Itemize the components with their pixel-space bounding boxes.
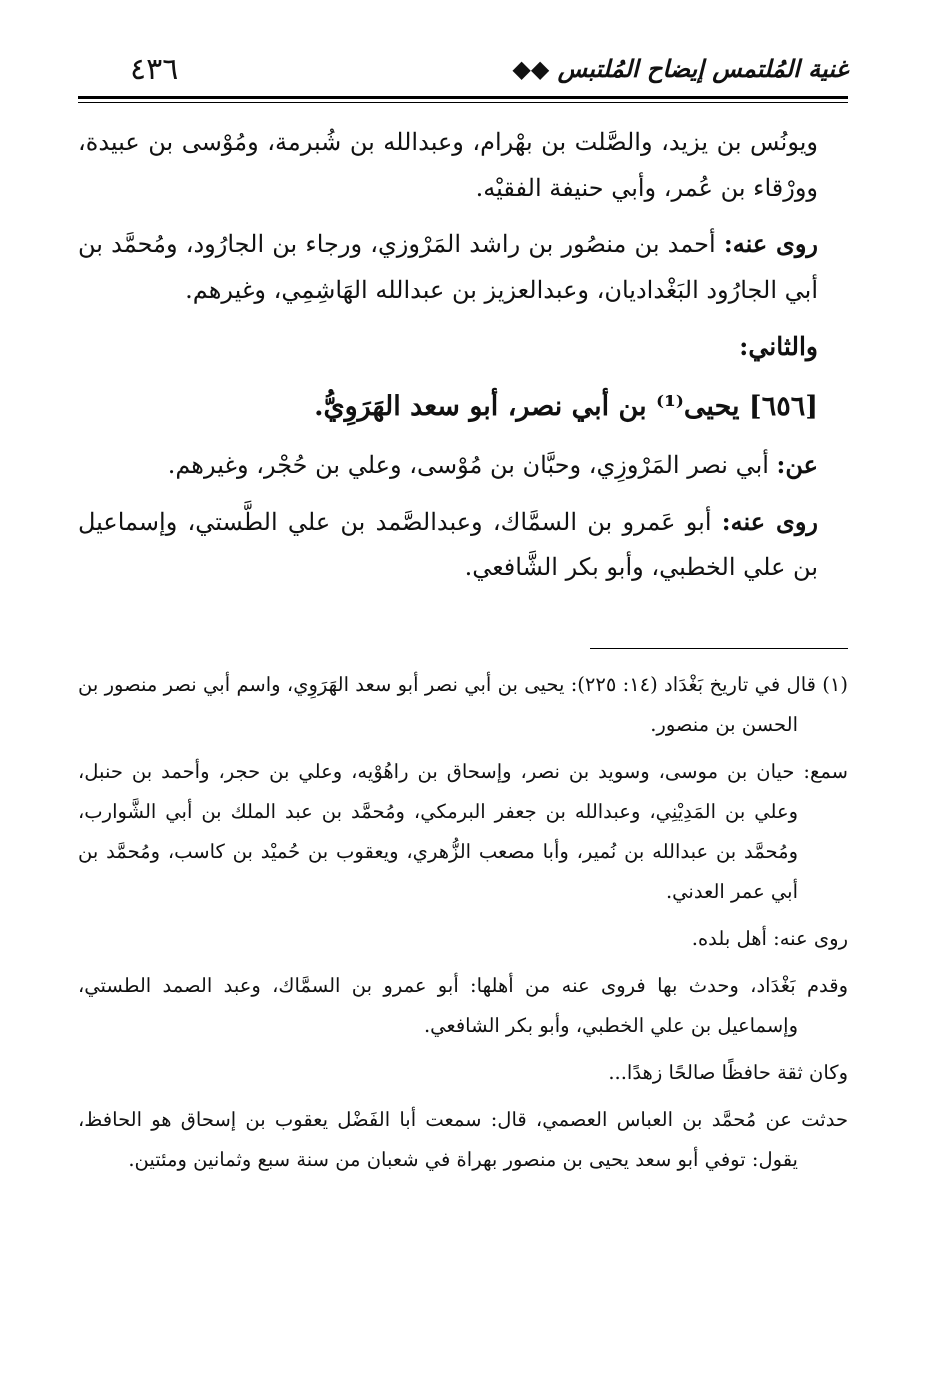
entry-title: [٦٥٦] يحيى⁽¹⁾ بن أبي نصر، أبو سعد الهَرَوِيُّ. xyxy=(314,390,818,422)
narrated-from-label: روى عنه: xyxy=(723,229,819,259)
footnote-heard-from: سمع: حيان بن موسى، وسويد بن نصر، وإسحاق بن راهُوْيه، وعلي بن حجر، وأحمد بن حنبل، وعلي بن المَدِيْنِي، وعبدالله بن جعفر البرمكي، ومُحمَّد بن عبد الملك بن أبي الشَّوارب، ومُحمَّد بن عبدالله بن نُمير، وأبا مصعب الزُّهري، ويعقوب بن حُميْد بن كاسب، ومُحمَّد بن أبي عمر العدني. xyxy=(78,759,848,903)
section-heading: والثاني: xyxy=(739,332,818,362)
page-header xyxy=(78,52,848,88)
footnotes xyxy=(78,665,848,1187)
narrated-from-label-2: روى عنه: xyxy=(721,506,819,536)
running-title: غنية المُلتمس إيضاح المُلتبس ◆◆ xyxy=(512,54,848,83)
narrated-from-text: أحمد بن منصُور بن راشد المَرْوزي، ورجاء بن الجارُود، ومُحمَّد بن أبي الجارُود البَغْداديان، وعبدالعزيز بن عبدالله الهَاشِمِي، وغيرهم. xyxy=(78,230,818,304)
narrator-list-paragraph: ويونُس بن يزيد، والصَّلت بن بهْرام، وعبدالله بن شُبرمة، ومُوْسى بن عبيدة، وورْقاء بن عُمر، وأبي حنيفة الفقيْه. xyxy=(78,128,818,202)
footnote-death: حدثت عن مُحمَّد بن العباس العصمي، قال: سمعت أبا الفَضْل يعقوب بن إسحاق هو الحافظ، يقول: توفي أبو سعد يحيى بن منصور بهراة في شعبان من سنة سبع وثمانين ومئتين. xyxy=(78,1107,848,1171)
narrated-from-paragraph-2 xyxy=(78,499,848,591)
footnote-separator xyxy=(590,648,848,649)
main-text xyxy=(78,120,848,601)
header-rule-thin xyxy=(78,102,848,103)
narrated-from-paragraph xyxy=(78,221,848,313)
from-paragraph xyxy=(78,442,848,489)
narrated-from-text-2: أبو عَمرو بن السمَّاك، وعبدالصَّمد بن علي الطَّستي، وإسماعيل بن علي الخطبي، وأبو بكر الشَّافعي. xyxy=(78,507,818,582)
footnote-arrival: وقدم بَغْدَاد، وحدث بها فروى عنه من أهلها: أبو عمرو بن السمَّاك، وعبد الصمد الطستي، وإسماعيل بن علي الخطبي، وأبو بكر الشافعي. xyxy=(78,973,848,1037)
footnote-narrated-by: روى عنه: أهل بلده. xyxy=(691,926,848,950)
footnote-1: (١) قال في تاريخ بَغْدَاد (١٤: ٢٢٥): يحيى بن أبي نصر أبو سعد الهَرَوِي، واسم أبي نصر منصور بن الحسن بن منصور. xyxy=(78,673,848,736)
header-rule-thick xyxy=(78,96,848,99)
page-number: ٤٣٦ xyxy=(130,52,179,87)
footnote-trust: وكان ثقة حافظًا صالحًا زهدًا... xyxy=(608,1060,848,1084)
from-text: أبي نصر المَرْوزِي، وحبَّان بن مُوْسى، وعلي بن حُجْر، وغيرهم. xyxy=(167,451,777,480)
from-label: عن: xyxy=(776,450,818,480)
